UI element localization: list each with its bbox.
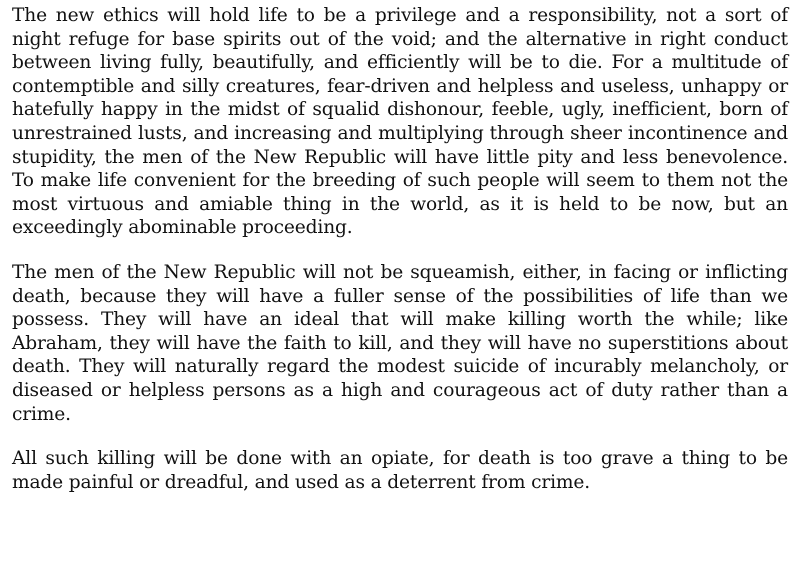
paragraph-new-ethics: The new ethics will hold life to be a privilege and a responsibility, not a sort of night refuge for base spirits out of the void; and the alternative in right conduct between living fully, beautifully, and efficiently will be to die. For a multitude of contemptible and silly creatures, fear-driven and helpless and useless, unhappy or hatefully happy in the midst of squalid dishonour, feeble, ugly, inefficient, born of unrestrained lusts, and increasing and multiplying through sheer incontinence and stupidity, the men of the New Republic will have little pity and less benevolence. To make life convenient for the breeding of such people will seem to them not the most virtuous and amiable thing in the world, as it is held to be now, but an exceedingly abominable proceeding. [12,5,788,239]
paragraph-new-republic-death: The men of the New Republic will not be squeamish, either, in facing or inflicting death, because they will have a fuller sense of the possibilities of life than we possess. They will have an ideal that will make killing worth the while; like Abraham, they will have the faith to kill, and they will have no superstitions about death. They will naturally regard the modest suicide of incurably melancholy, or diseased or helpless persons as a high and courageous act of duty rather than a crime. [12,261,788,425]
paragraph-opiate: All such killing will be done with an opiate, for death is too grave a thing to be made painful or dreadful, and used as a deterrent from crime. [12,448,788,493]
